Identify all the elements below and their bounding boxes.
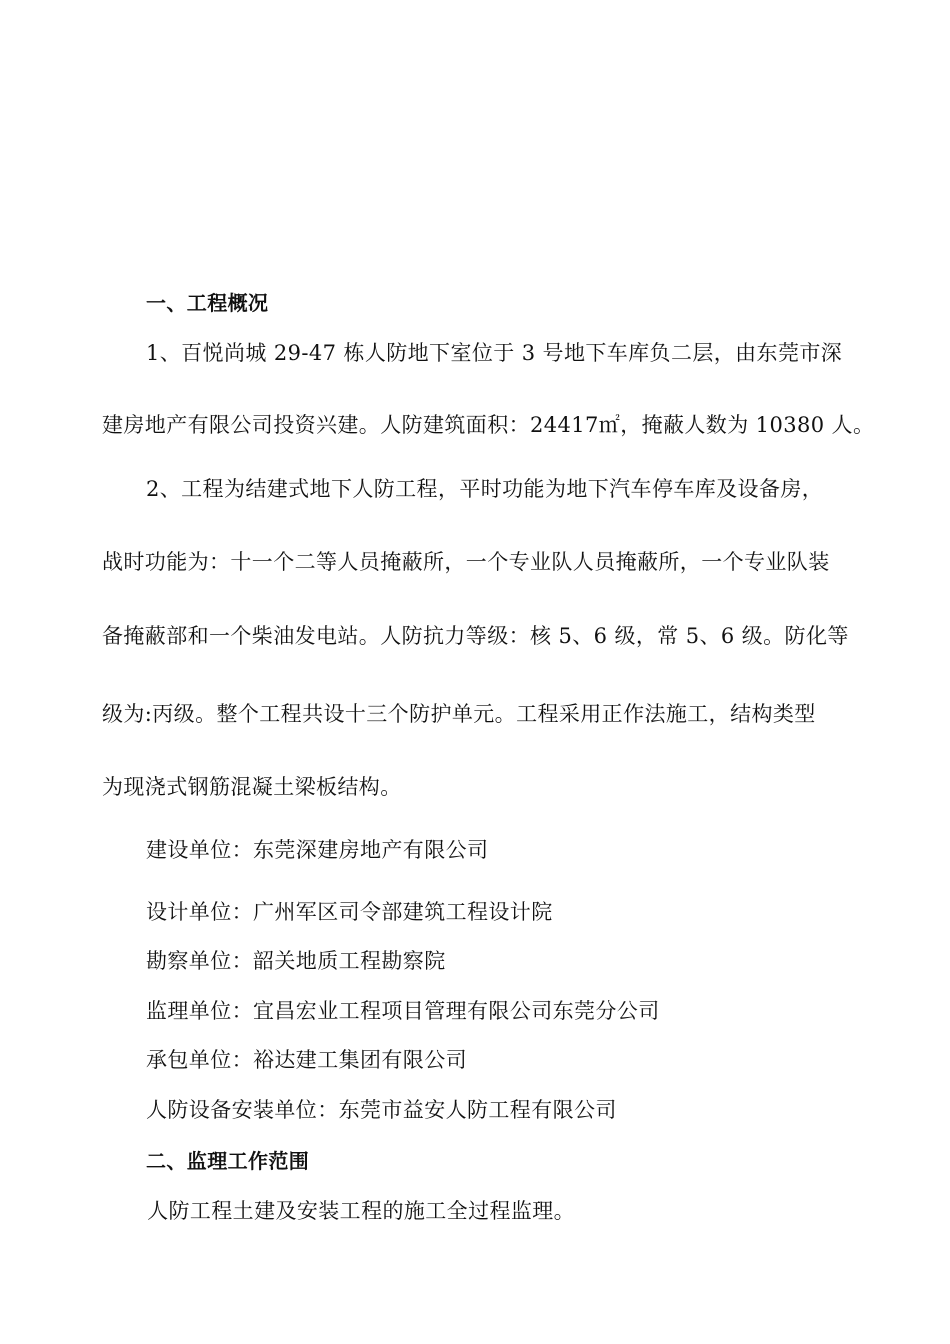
paragraph-2-line-2: 战时功能为：十一个二等人员掩蔽所，一个专业队人员掩蔽所，一个专业队装 [102,550,830,574]
paragraph-1-line-1: 1、百悦尚城 29-47 栋人防地下室位于 3 号地下车库负二层，由东莞市深 [146,341,843,365]
equipment-installation-unit: 人防设备安装单位：东莞市益安人防工程有限公司 [146,1098,617,1122]
construction-unit: 建设单位：东莞深建房地产有限公司 [146,838,489,862]
paragraph-2-line-4: 级为:丙级。整个工程共设十三个防护单元。工程采用正作法施工，结构类型 [102,702,816,726]
section-heading-scope: 二、监理工作范围 [146,1149,310,1173]
paragraph-2-line-5: 为现浇式钢筋混凝土梁板结构。 [102,775,402,799]
scope-body: 人防工程土建及安装工程的施工全过程监理。 [140,1199,576,1223]
paragraph-1-line-2: 建房地产有限公司投资兴建。人防建筑面积：24417㎡，掩蔽人数为 10380 人。 [102,413,875,437]
section-heading-overview: 一、工程概况 [146,291,269,315]
supervision-unit: 监理单位：宜昌宏业工程项目管理有限公司东莞分公司 [146,999,660,1023]
survey-unit: 勘察单位：韶关地质工程勘察院 [146,949,446,973]
contractor-unit: 承包单位：裕达建工集团有限公司 [146,1048,467,1072]
paragraph-2-line-1: 2、工程为结建式地下人防工程，平时功能为地下汽车停车库及设备房， [146,477,824,501]
design-unit: 设计单位：广州军区司令部建筑工程设计院 [146,900,553,924]
paragraph-2-line-3: 备掩蔽部和一个柴油发电站。人防抗力等级：核 5、6 级，常 5、6 级。防化等 [102,624,849,648]
